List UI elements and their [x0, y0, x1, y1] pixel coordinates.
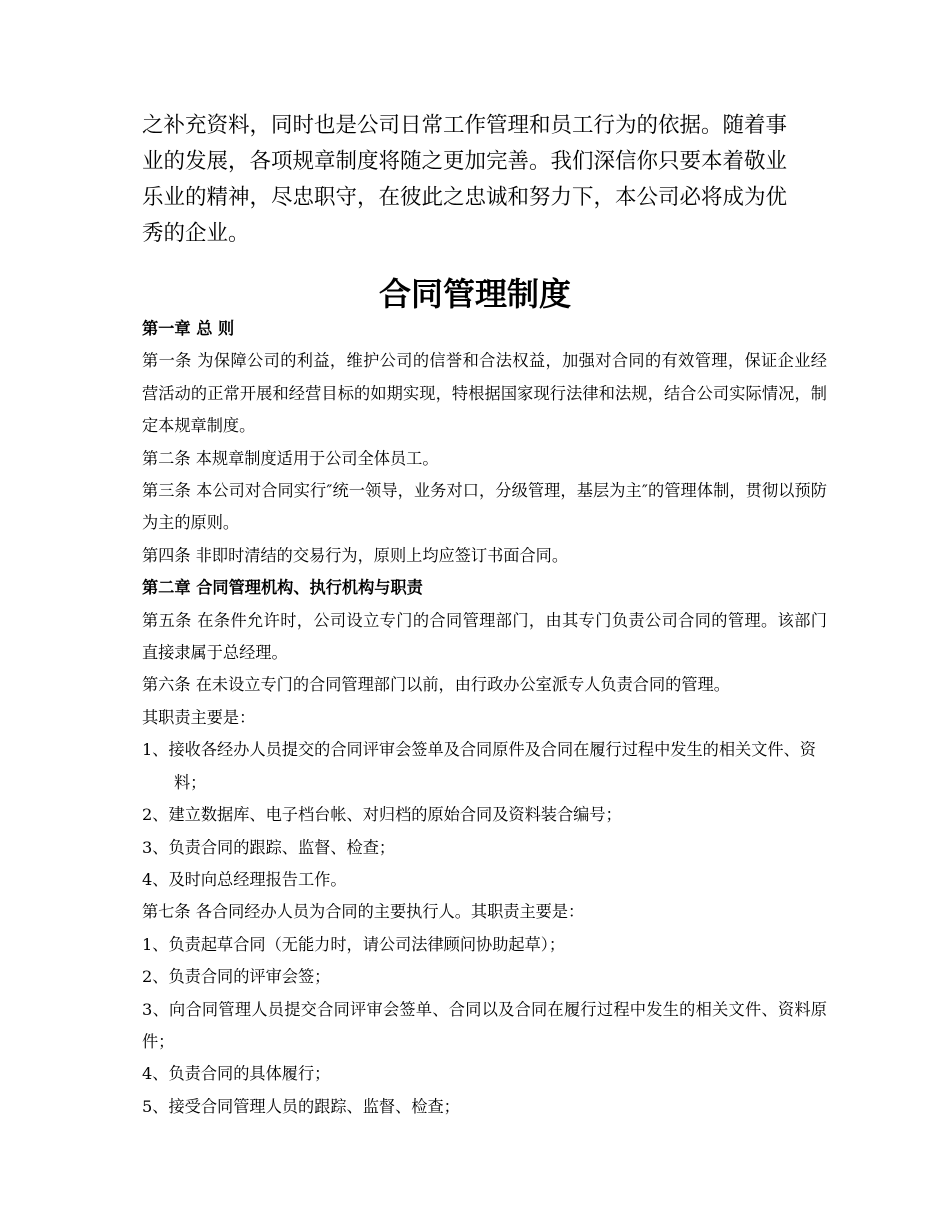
list-item: 1、接收各经办人员提交的合同评审会签单及合同原件及合同在履行过程中发生的相关文件、资料； — [142, 740, 816, 792]
list-item: 2、负责合同的评审会签； — [142, 967, 331, 987]
chapter-heading: 第二章 合同管理机构、执行机构与职责 — [142, 578, 423, 598]
article-5: 第五条 在条件允许时，公司设立专门的合同管理部门，由其专门负责公司合同的管理。该部门直接隶属于总经理。 — [142, 610, 827, 663]
article-1: 第一条 为保障公司的利益，维护公司的信誉和合法权益，加强对合同的有效管理，保证企业经营活动的正常开展和经营目标的如期实现，特根据国家现行法律和法规，结合公司实际情况，制定本规章制度。 — [142, 351, 827, 436]
list-item: 2、建立数据库、电子档台帐、对归档的原始合同及资料装合编号； — [142, 805, 622, 825]
intro-line: 秀的企业。 — [142, 221, 250, 246]
article-6: 第六条 在未设立专门的合同管理部门以前，由行政办公室派专人负责合同的管理。 — [142, 675, 730, 695]
chapter-heading: 第一章 总 则 — [142, 319, 235, 338]
intro-paragraph — [142, 108, 822, 252]
document-body — [142, 313, 827, 1123]
article-7: 第七条 各合同经办人员为合同的主要执行人。其职责主要是： — [142, 902, 585, 922]
document-title: 合同管理制度 — [378, 275, 571, 313]
list-item: 5、接受合同管理人员的跟踪、监督、检查； — [142, 1096, 460, 1116]
intro-line: 乐业的精神，尽忠职守，在彼此之忠诚和努力下，本公司必将成为优 — [142, 185, 788, 210]
article-4: 第四条 非即时清结的交易行为，原则上均应签订书面合同。 — [142, 545, 569, 565]
list-item: 4、及时向总经理报告工作。 — [142, 869, 347, 889]
list-item: 3、向合同管理人员提交合同评审会签单、合同以及合同在履行过程中发生的相关文件、资料原件； — [142, 999, 827, 1051]
list-item: 3、负责合同的跟踪、监督、检查； — [142, 837, 396, 857]
list-item: 1、负责起草合同（无能力时，请公司法律顾问协助起草）； — [142, 934, 566, 954]
intro-line: 之补充资料，同时也是公司日常工作管理和员工行为的依据。随着事 — [142, 113, 788, 138]
article-3: 第三条 本公司对合同实行″统一领导，业务对口，分级管理，基层为主″的管理体制，贯彻以预防为主的原则。 — [142, 481, 827, 533]
article-2: 第二条 本规章制度适用于公司全体员工。 — [142, 448, 439, 468]
list-item: 4、负责合同的具体履行； — [142, 1064, 331, 1084]
intro-line: 业的发展，各项规章制度将随之更加完善。我们深信你只要本着敬业 — [142, 149, 788, 174]
article-6-subheading: 其职责主要是： — [142, 707, 256, 727]
